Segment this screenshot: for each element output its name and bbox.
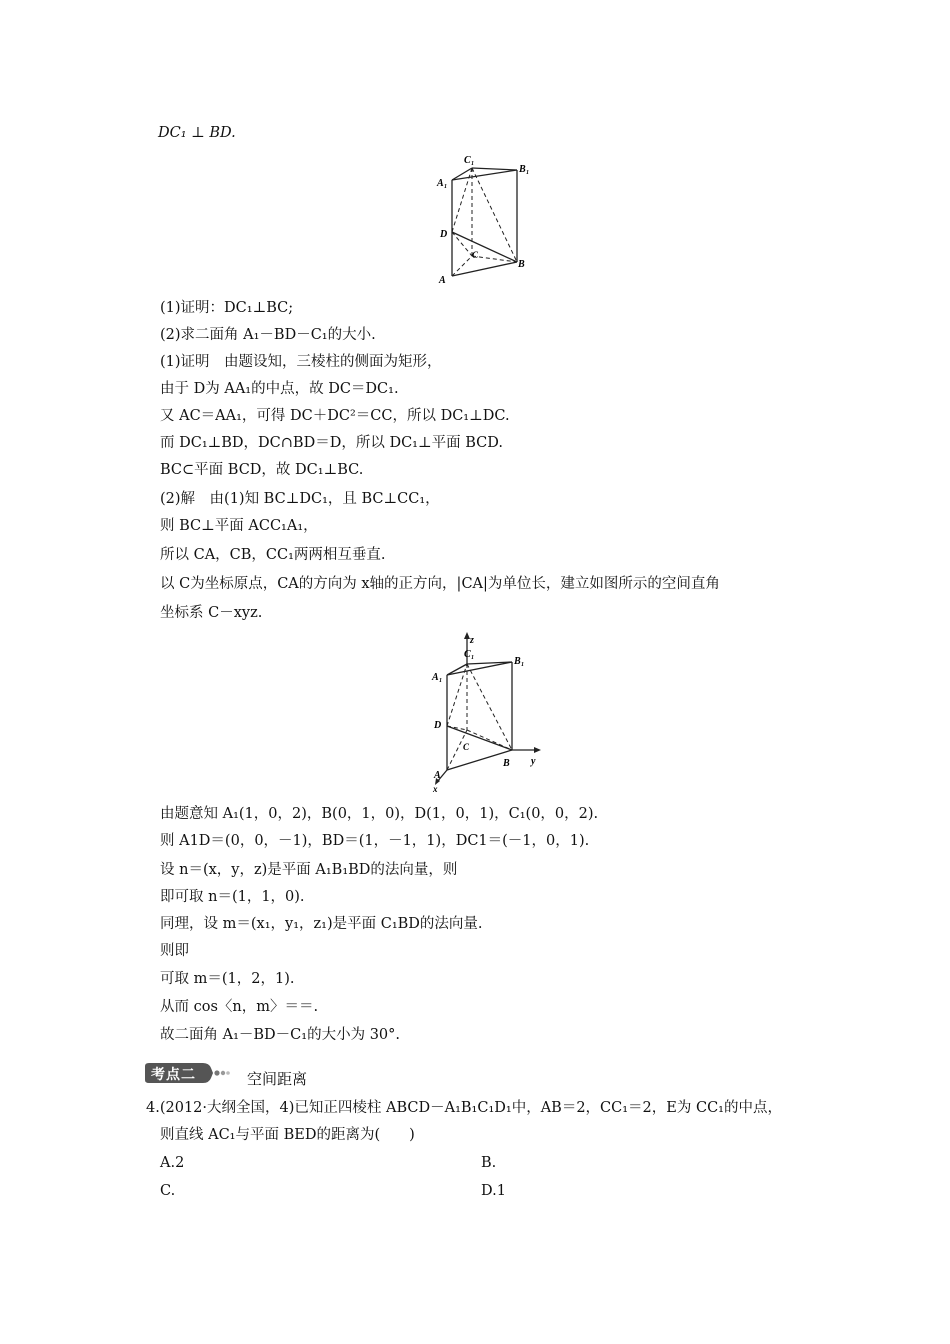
- section-badge: [143, 1062, 231, 1084]
- text-line: 又 AC＝AA₁，可得 DC＋DC²＝CC，所以 DC₁⊥DC.: [160, 408, 510, 424]
- text-line: 坐标系 C－xyz.: [160, 605, 263, 621]
- text-line: 从而 cos〈n，m〉＝＝.: [160, 999, 319, 1015]
- label-c1: C: [464, 155, 471, 166]
- text-line: 则即: [160, 943, 189, 959]
- label-b1: B: [519, 164, 526, 175]
- label-a1-sub: 1: [439, 678, 442, 684]
- label-x: x: [433, 784, 438, 794]
- label-c: C: [472, 250, 479, 260]
- text-line: 而 DC₁⊥BD，DC∩BD＝D，所以 DC₁⊥平面 BCD.: [160, 435, 503, 451]
- edge-c1-b: [472, 168, 517, 262]
- text-line: (1)证明 由题设知，三棱柱的侧面为矩形，: [160, 354, 442, 370]
- badge-dot-icon: [221, 1071, 225, 1075]
- label-b: B: [518, 259, 525, 270]
- text-line: 所以 CA，CB，CC₁两两相互垂直.: [160, 547, 386, 563]
- label-c1: C: [464, 649, 471, 660]
- choice-d[interactable]: D.1: [481, 1183, 506, 1199]
- edge-a1-b1: [452, 170, 517, 180]
- label-a1: A: [437, 178, 444, 189]
- question-line-1: 4.(2012·大纲全国，4)已知正四棱柱 ABCD－A₁B₁C₁D₁中，AB＝2，CC₁＝2，E为 CC₁的中点，: [146, 1100, 782, 1116]
- text-line: 故二面角 A₁－BD－C₁的大小为 30°.: [160, 1027, 400, 1043]
- y-axis-arrow-icon: [534, 747, 541, 753]
- label-a: A: [439, 275, 446, 286]
- label-b1: B: [514, 656, 521, 667]
- edge-c1-b1: [472, 168, 517, 170]
- label-b1-sub: 1: [521, 662, 524, 668]
- prism-figure-2: [425, 630, 555, 795]
- choice-a[interactable]: A.2: [160, 1155, 185, 1171]
- badge-dot-icon: [226, 1071, 230, 1075]
- label-b: B: [503, 758, 510, 769]
- label-d: D: [440, 229, 448, 240]
- label-c: C: [463, 742, 470, 752]
- text-line: (2)求二面角 A₁－BD－C₁的大小.: [160, 327, 376, 343]
- choice-b[interactable]: B.: [481, 1155, 497, 1171]
- edge-d-c: [452, 232, 472, 256]
- text-line: 则 A1D＝(0，0，－1)，BD＝(1，－1，1)，DC1＝(－1，0，1).: [160, 833, 590, 849]
- question-line-2: 则直线 AC₁与平面 BED的距离为( ): [160, 1127, 415, 1143]
- edge-a-b: [452, 262, 517, 276]
- label-a1: A: [432, 672, 439, 683]
- label-d: D: [434, 720, 442, 731]
- edge-d-b: [447, 726, 512, 750]
- choice-c[interactable]: C.: [160, 1183, 176, 1199]
- badge-label: 考点二: [151, 1067, 196, 1083]
- text-line: 由题意知 A₁(1，0，2)，B(0，1，0)，D(1，0，1)，C₁(0，0，2).: [160, 806, 599, 822]
- label-y: y: [531, 756, 536, 767]
- header-line: DC₁ ⊥ BD.: [158, 125, 236, 141]
- edge-d-b: [452, 232, 517, 262]
- label-c1-sub: 1: [471, 655, 474, 661]
- label-c1-sub: 1: [471, 161, 474, 167]
- prism-figure-1: [430, 152, 540, 287]
- text-line: 即可取 n＝(1，1，0).: [160, 889, 305, 905]
- text-line: BC⊂平面 BCD，故 DC₁⊥BC.: [160, 462, 364, 478]
- text-line: (2)解 由(1)知 BC⊥DC₁，且 BC⊥CC₁，: [160, 491, 440, 507]
- text-line: 同理，设 m＝(x₁，y₁，z₁)是平面 C₁BD的法向量.: [160, 916, 483, 932]
- text-line: 以 C为坐标原点，CA的方向为 x轴的正方向，|CA|为单位长，建立如图所示的空间直角: [160, 576, 720, 592]
- text-line: 可取 m＝(1，2，1).: [160, 971, 295, 987]
- text-line: 则 BC⊥平面 ACC₁A₁，: [160, 518, 318, 534]
- text-line: 设 n＝(x，y，z)是平面 A₁B₁BD的法向量，则: [160, 862, 458, 878]
- label-z: z: [470, 635, 474, 646]
- label-a: A: [434, 770, 441, 781]
- text-line: 由于 D为 AA₁的中点，故 DC＝DC₁.: [160, 381, 399, 397]
- edge-c1-b: [467, 664, 512, 750]
- text-line: (1)证明：DC₁⊥BC;: [160, 300, 294, 316]
- badge-dot-icon: [214, 1070, 219, 1075]
- label-a1-sub: 1: [444, 184, 447, 190]
- label-b1-sub: 1: [526, 170, 529, 176]
- section-title: 空间距离: [247, 1070, 308, 1088]
